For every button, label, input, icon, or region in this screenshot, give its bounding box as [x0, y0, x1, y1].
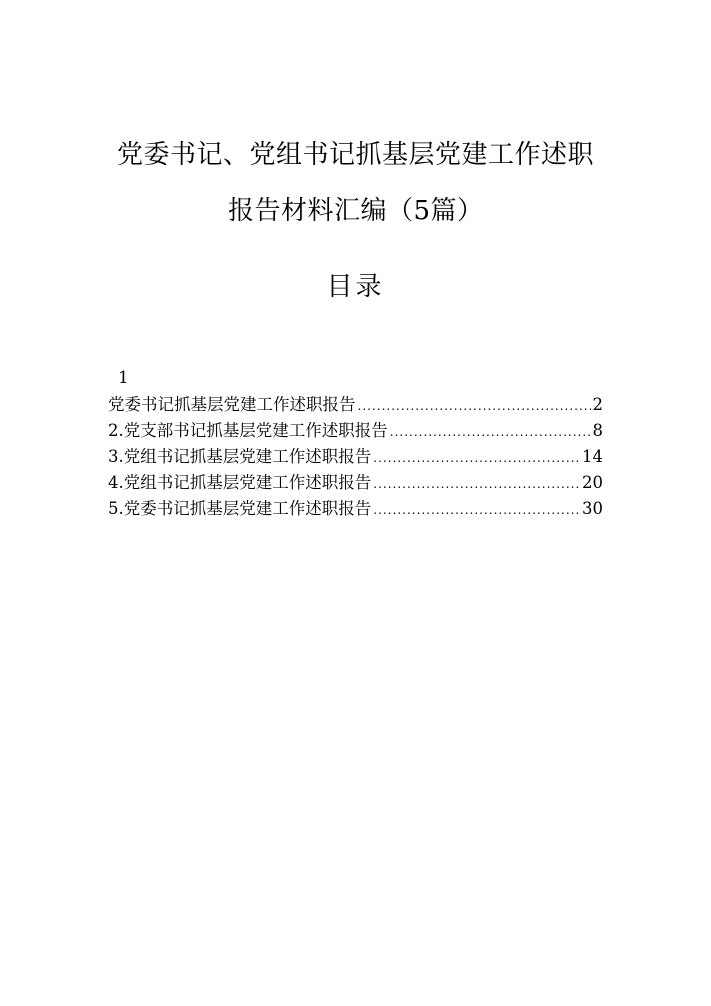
toc-entry-page: 30	[582, 499, 603, 518]
toc-dot-leader	[373, 445, 580, 471]
toc-entry-title: 党委书记抓基层党建工作述职报告	[108, 395, 356, 414]
toc-entry-page: 2	[592, 395, 603, 414]
toc-entry-title: 4.党组书记抓基层党建工作述职报告	[108, 473, 372, 492]
toc-entry-title: 3.党组书记抓基层党建工作述职报告	[108, 447, 372, 466]
toc-entry-title: 5.党委书记抓基层党建工作述职报告	[108, 499, 372, 518]
toc-entry-page: 20	[582, 473, 603, 492]
toc-dot-leader	[390, 419, 591, 445]
toc-entry[interactable]	[108, 444, 603, 470]
toc-entry[interactable]	[108, 470, 603, 496]
table-of-contents	[108, 392, 603, 522]
toc-entry-page: 14	[582, 447, 603, 466]
document-title-line-1: 党委书记、党组书记抓基层党建工作述职	[116, 140, 594, 170]
toc-entry[interactable]	[108, 496, 603, 522]
toc-dot-leader	[373, 497, 580, 523]
toc-heading: 目录	[326, 272, 385, 302]
toc-dot-leader	[358, 393, 591, 419]
toc-first-number: 1	[118, 368, 129, 388]
toc-entry-page: 8	[592, 421, 603, 440]
toc-dot-leader	[373, 471, 580, 497]
document-title-line-2: 报告材料汇编（5篇）	[228, 196, 484, 226]
toc-entry[interactable]	[108, 418, 603, 444]
toc-entry[interactable]	[108, 392, 603, 418]
toc-entry-title: 2.党支部书记抓基层党建工作述职报告	[108, 421, 388, 440]
